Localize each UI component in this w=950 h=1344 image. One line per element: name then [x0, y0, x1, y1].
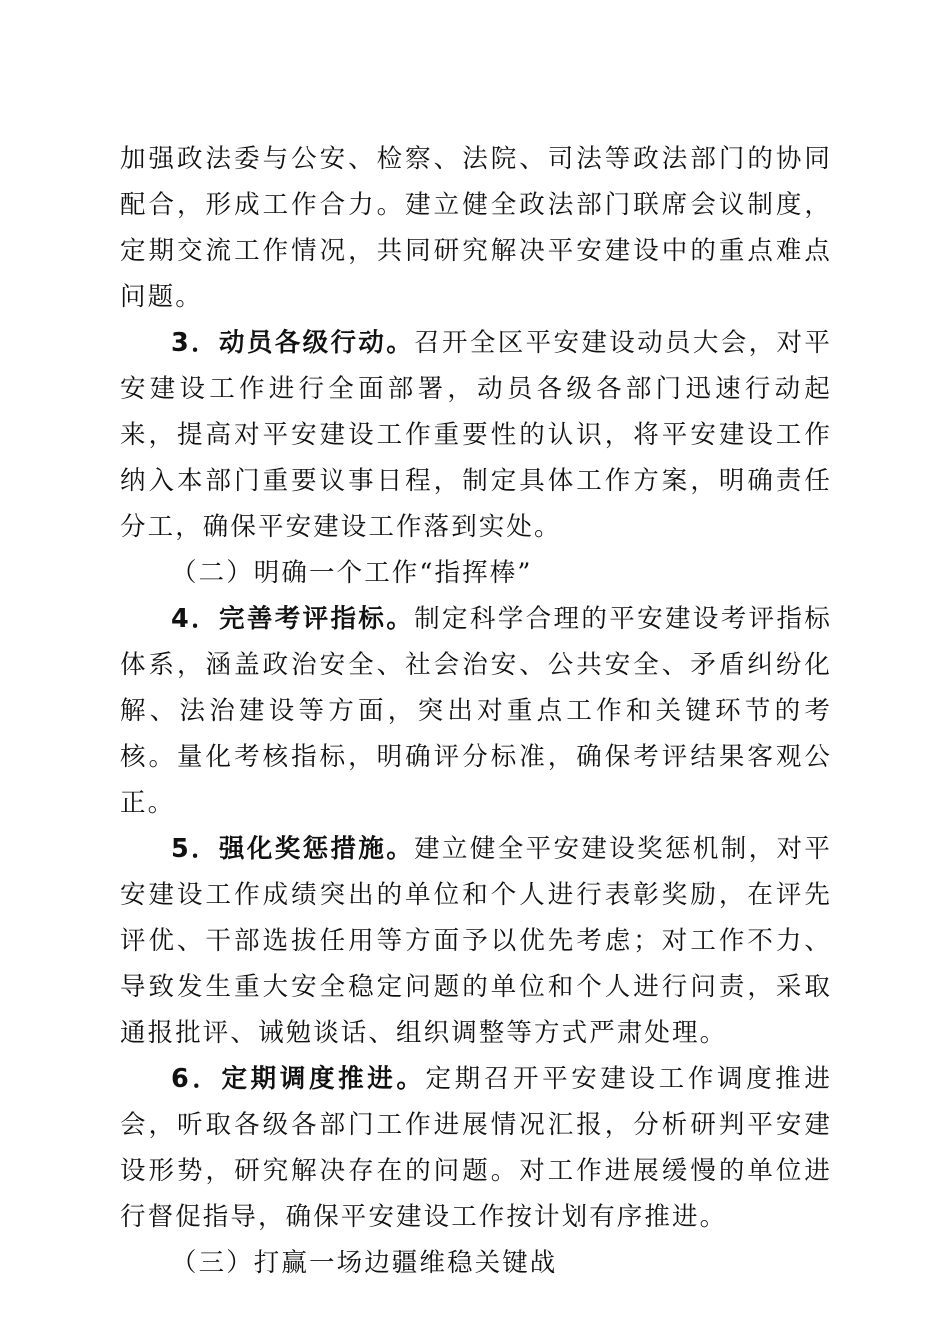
- paragraph-text: 定期召开平安建设工作调度推进会，听取各级各部门工作进展情况汇报，分析研判平安建设形势，研究解决存在的问题。对工作进展缓慢的单位进行督促指导，确保平安建设工作按计划有序推进。: [120, 1064, 832, 1232]
- item-heading-5: 5．强化奖惩措施。: [171, 834, 415, 864]
- paragraph-evaluation: [120, 596, 832, 826]
- item-heading-6: 6．定期调度推进。: [171, 1064, 426, 1094]
- item-heading-3: 3．动员各级行动。: [171, 328, 415, 358]
- paragraph-mobilize: [120, 320, 832, 550]
- item-heading-4: 4．完善考评指标。: [171, 604, 415, 634]
- paragraph-text: 建立健全平安建设奖惩机制，对平安建设工作成绩突出的单位和个人进行表彰奖励，在评先评优、干部选拔任用等方面予以优先考虑；对工作不力、导致发生重大安全稳定问题的单位和个人进行问责，采取通报批评、诫勉谈话、组织调整等方式严肃处理。: [120, 834, 832, 1048]
- document-page: [120, 136, 832, 1286]
- paragraph-collaboration: [120, 136, 832, 320]
- section-heading-3: （三）打赢一场边疆维稳关键战: [171, 1248, 558, 1278]
- section-heading-2: （二）明确一个工作“指挥棒”: [171, 558, 533, 588]
- paragraph-text: 召开全区平安建设动员大会，对平安建设工作进行全面部署，动员各级各部门迅速行动起来，提高对平安建设工作重要性的认识，将平安建设工作纳入本部门重要议事日程，制定具体工作方案，明确责任分工，确保平安建设工作落到实处。: [120, 328, 832, 542]
- paragraph-text: 制定科学合理的平安建设考评指标体系，涵盖政治安全、社会治安、公共安全、矛盾纠纷化解、法治建设等方面，突出对重点工作和关键环节的考核。量化考核指标，明确评分标准，确保考评结果客观公正。: [120, 604, 832, 818]
- paragraph-text: 加强政法委与公安、检察、法院、司法等政法部门的协同配合，形成工作合力。建立健全政法部门联席会议制度，定期交流工作情况，共同研究解决平安建设中的重点难点问题。: [120, 144, 832, 312]
- paragraph-rewards: [120, 826, 832, 1056]
- paragraph-scheduling: [120, 1056, 832, 1240]
